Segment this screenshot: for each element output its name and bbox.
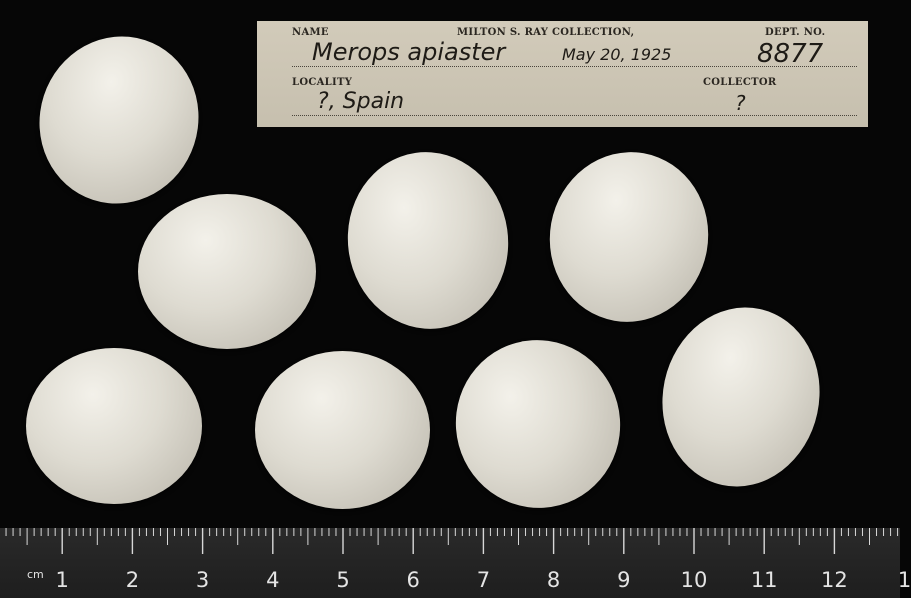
ruler-number: 1	[897, 568, 911, 592]
egg-5	[26, 348, 202, 504]
egg-4	[536, 140, 721, 335]
name-underline	[292, 66, 857, 67]
collection-title: MILTON S. RAY COLLECTION,	[457, 27, 635, 38]
ruler-number: 1	[55, 568, 69, 592]
ruler-number: 6	[406, 568, 420, 592]
egg-6	[255, 351, 430, 509]
ruler-number: 10	[680, 568, 708, 592]
egg-3	[336, 142, 519, 340]
locality-underline	[292, 115, 857, 116]
ruler-number: 4	[266, 568, 280, 592]
ruler-number: 11	[750, 568, 778, 592]
collector-label: COLLECTOR	[703, 77, 777, 88]
name-label: NAME	[292, 27, 329, 38]
species-name: Merops apiaster	[312, 38, 506, 66]
collector-value: ?	[735, 91, 746, 115]
collection-date: May 20, 1925	[562, 45, 672, 64]
ruler-number: 7	[476, 568, 491, 592]
ruler-number: 2	[125, 568, 140, 592]
egg-7	[437, 322, 639, 527]
locality-value: ?, Spain	[317, 89, 405, 114]
ruler-unit-label: cm	[27, 568, 44, 581]
egg-1	[18, 16, 220, 225]
ruler-number: 9	[617, 568, 631, 592]
egg-8	[646, 293, 836, 502]
locality-label: LOCALITY	[292, 77, 353, 88]
egg-2	[138, 194, 316, 349]
ruler-number: 5	[336, 568, 350, 592]
cm-ruler	[0, 528, 911, 598]
ruler-number: 3	[195, 568, 210, 592]
dept-no-label: DEPT. NO.	[765, 27, 826, 38]
ruler-number: 12	[821, 568, 848, 592]
specimen-label	[257, 21, 868, 127]
dept-number: 8877	[757, 39, 824, 69]
ruler-number: 8	[546, 568, 561, 592]
